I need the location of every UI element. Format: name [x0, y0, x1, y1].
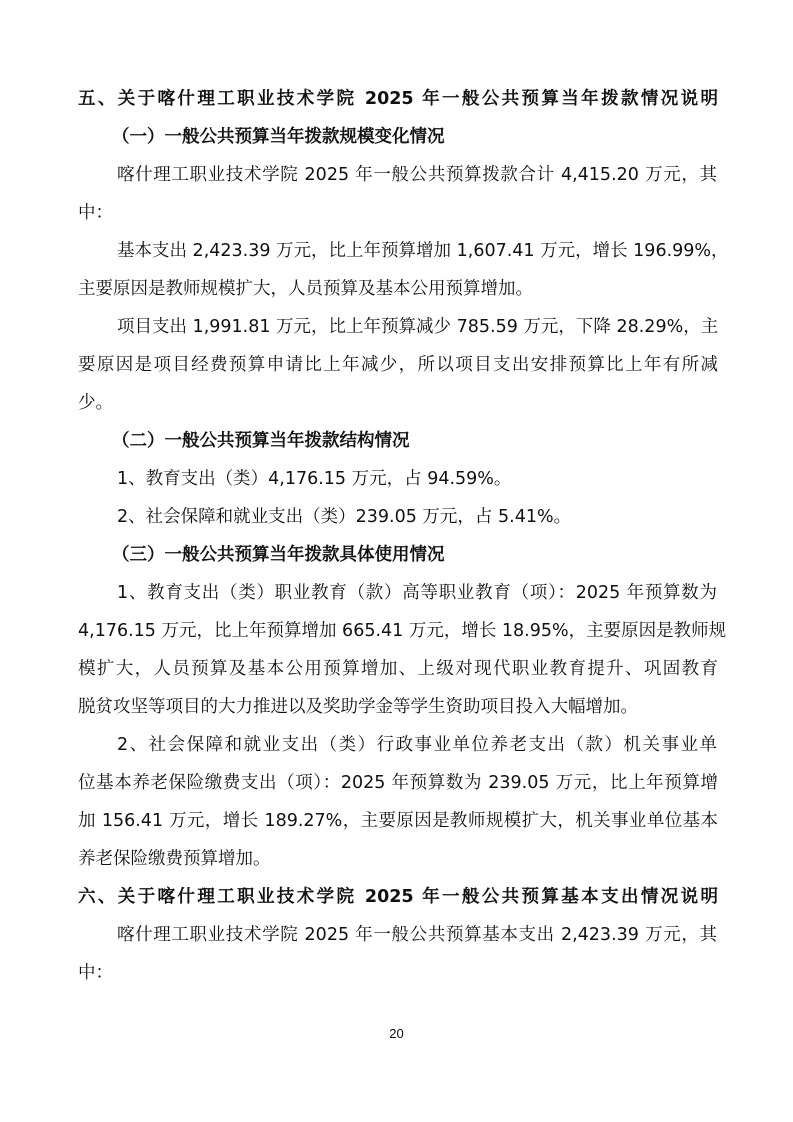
paragraph-line: 要原因是项目经费预算申请比上年减少，所以项目支出安排预算比上年有所减	[78, 355, 718, 375]
paragraph-line: 2、社会保障和就业支出（类）行政事业单位养老支出（款）机关事业单	[117, 735, 717, 755]
paragraph-line: 养老保险缴费预算增加。	[78, 849, 271, 869]
paragraph-line: 加 156.41 万元，增长 189.27%，主要原因是教师规模扩大，机关事业单位基本	[78, 811, 718, 831]
subsection-heading-2: （二）一般公共预算当年拨款结构情况	[112, 431, 410, 451]
paragraph-line: 喀什理工职业技术学院 2025 年一般公共预算基本支出 2,423.39 万元，其	[117, 925, 717, 945]
section-heading-5: 五、关于喀什理工职业技术学院 2025 年一般公共预算当年拨款情况说明	[78, 89, 718, 109]
paragraph-line: 项目支出 1,991.81 万元，比上年预算减少 785.59 万元，下降 28.29%，主	[117, 317, 719, 337]
paragraph-line: 主要原因是教师规模扩大，人员预算及基本公用预算增加。	[78, 279, 533, 299]
paragraph-line: 中：	[78, 963, 113, 983]
paragraph-line: 脱贫攻坚等项目的大力推进以及奖助学金等学生资助项目投入大幅增加。	[78, 697, 638, 717]
subsection-heading-1: （一）一般公共预算当年拨款规模变化情况	[112, 127, 445, 147]
section-heading-6: 六、关于喀什理工职业技术学院 2025 年一般公共预算基本支出情况说明	[78, 887, 718, 907]
subsection-heading-3: （三）一般公共预算当年拨款具体使用情况	[112, 545, 445, 565]
paragraph-line: 4,176.15 万元，比上年预算增加 665.41 万元，增长 18.95%，主要原因是教师规	[78, 621, 727, 641]
paragraph-line: 位基本养老保险缴费支出（项）：2025 年预算数为 239.05 万元，比上年预算增	[78, 773, 718, 793]
list-item: 1、教育支出（类）4,176.15 万元，占 94.59%。	[117, 469, 512, 489]
page-number: 20	[389, 1026, 404, 1041]
paragraph-line: 基本支出 2,423.39 万元，比上年预算增加 1,607.41 万元，增长 196.99%，	[117, 241, 729, 261]
list-item: 2、社会保障和就业支出（类）239.05 万元，占 5.41%。	[117, 507, 572, 527]
paragraph-line: 少。	[78, 393, 113, 413]
paragraph-line: 中：	[78, 203, 113, 223]
paragraph-line: 1、教育支出（类）职业教育（款）高等职业教育（项）：2025 年预算数为	[117, 583, 717, 603]
paragraph-line: 模扩大，人员预算及基本公用预算增加、上级对现代职业教育提升、巩固教育	[78, 659, 718, 679]
paragraph-line: 喀什理工职业技术学院 2025 年一般公共预算拨款合计 4,415.20 万元，其	[117, 165, 717, 185]
